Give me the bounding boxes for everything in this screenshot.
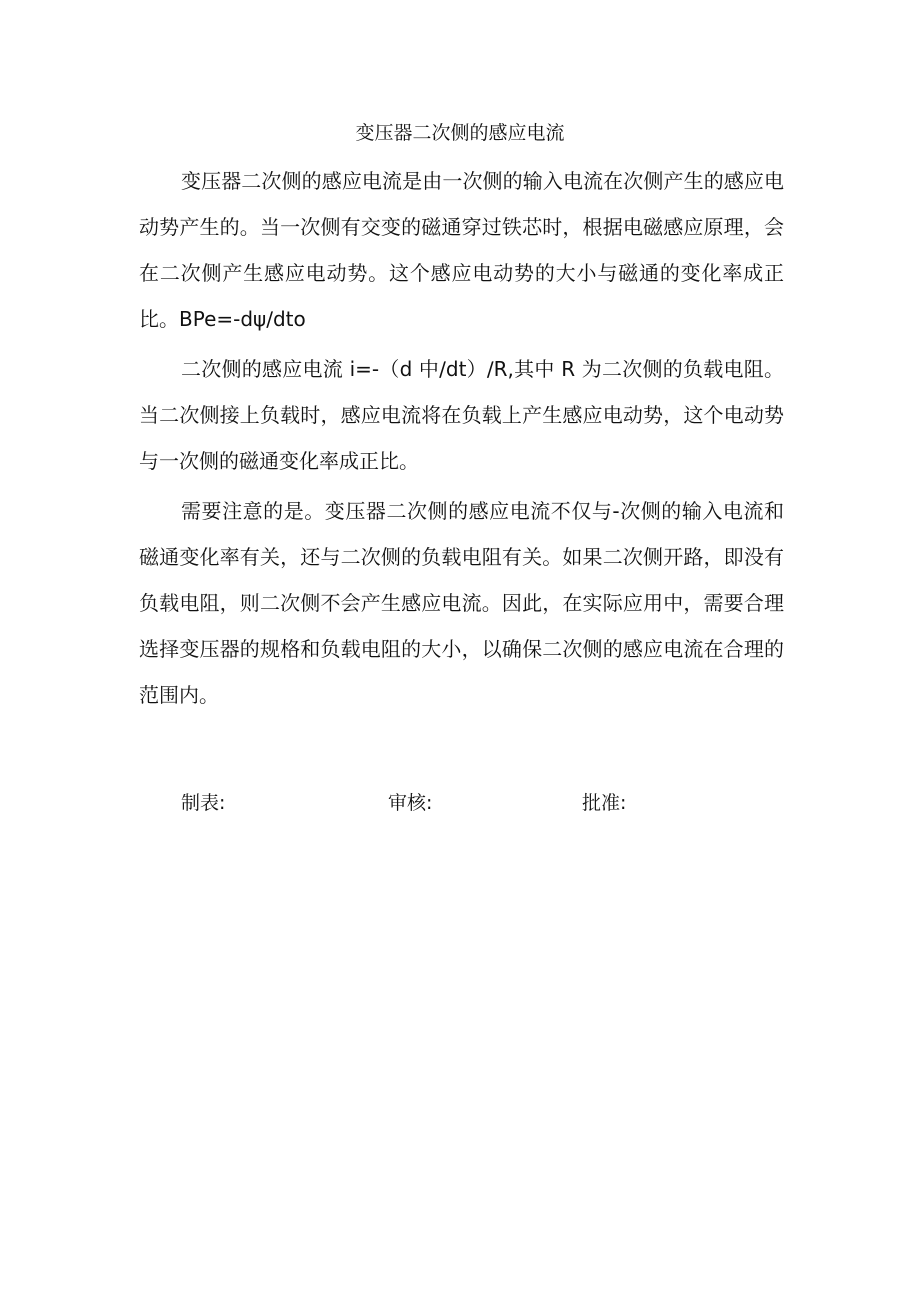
approved-by-label: 批准: [582, 792, 627, 814]
paragraph-3: 需要注意的是。变压器二次侧的感应电流不仅与-次侧的输入电流和磁通变化率有关，还与二次侧的负载电阻有关。如果二次侧开路，即没有负载电阻，则二次侧不会产生感应电流。因此，在实际应用中，需要合理选择变压器的规格和负载电阻的大小，以确保二次侧的感应电流在合理的范围内。 [139, 499, 784, 707]
reviewed-by-label: 审核: [388, 792, 433, 814]
document-body [139, 158, 784, 722]
prepared-by-label: 制表: [181, 792, 226, 814]
signature-row [181, 788, 781, 818]
paragraph-1: 变压器二次侧的感应电流是由一次侧的输入电流在次侧产生的感应电动势产生的。当一次侧有交变的磁通穿过铁芯时，根据电磁感应原理，会在二次侧产生感应电动势。这个感应电动势的大小与磁通的变化率成正比。BPe=-dψ∕dto [139, 169, 784, 331]
document-title: 变压器二次侧的感应电流 [355, 122, 565, 144]
paragraph-2: 二次侧的感应电流 i=-（d 中∕dt）∕R,其中 R 为二次侧的负载电阻。当二次侧接上负载时，感应电流将在负载上产生感应电动势，这个电动势与一次侧的磁通变化率成正比。 [139, 357, 784, 473]
